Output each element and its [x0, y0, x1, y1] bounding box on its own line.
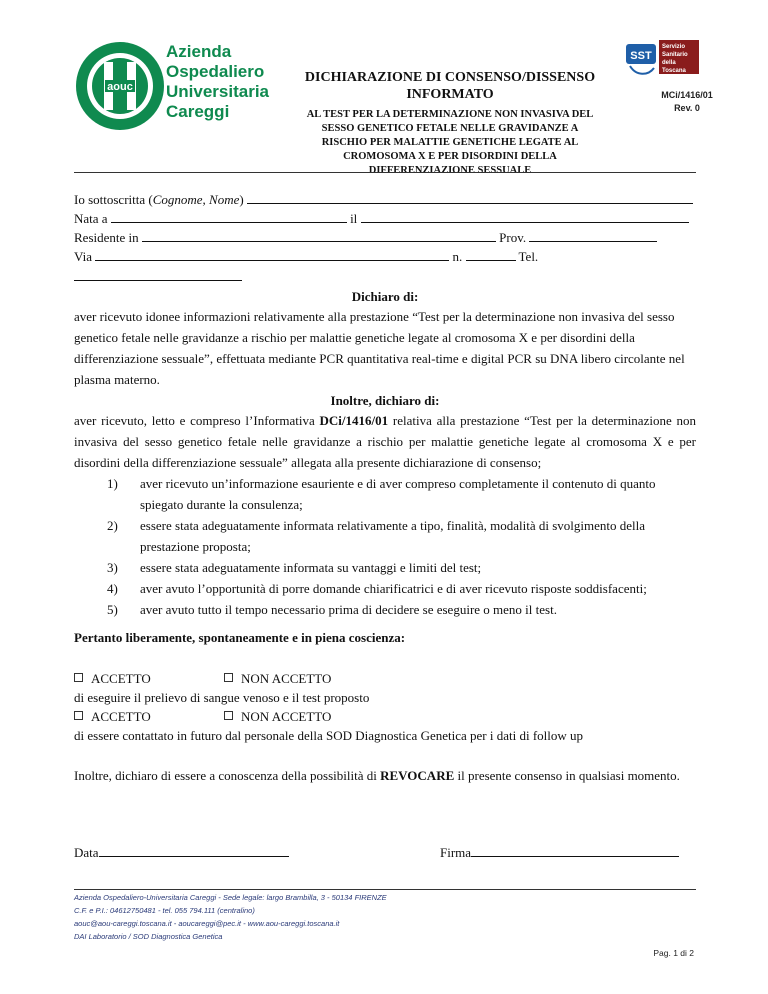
consent1-reject-option[interactable] [224, 669, 331, 689]
consent2-text: di essere contattato in futuro dal personale della SOD Diagnostica Genetica per i dati di follow up [74, 728, 584, 743]
page-number: Pag. 1 di 2 [653, 948, 694, 958]
footer-line-4: DAI Laboratorio / SOD Diagnostica Genetica [74, 932, 223, 941]
number-input-line[interactable] [466, 247, 516, 261]
consent1-accept-option[interactable] [74, 669, 151, 689]
consent1-text: di eseguire il prelievo di sangue venoso e il test proposto [74, 690, 370, 705]
list-item [107, 515, 667, 557]
revoke-keyword: REVOCARE [380, 768, 455, 783]
residence-field-row [74, 228, 696, 248]
title-line-2: INFORMATO [406, 87, 494, 102]
province-input-line[interactable] [529, 228, 657, 242]
item-text: aver avuto tutto il tempo necessario prima di decidere se eseguire o meno il test. [140, 602, 557, 617]
document-title [290, 69, 610, 103]
sst-logo [626, 40, 700, 78]
consent2-accept-option[interactable] [74, 707, 151, 727]
item-text: essere stata adeguatamente informata su vantaggi e limiti del test; [140, 560, 482, 575]
accept-label: ACCETTO [91, 709, 151, 724]
checkbox-icon[interactable] [224, 711, 233, 720]
province-label: Prov. [499, 230, 527, 245]
subtitle-line-4: CROMOSOMA X E PER DISORDINI DELLA [343, 151, 557, 162]
birth-field-row [74, 209, 696, 229]
date-input-line[interactable] [99, 843, 289, 857]
therefore-heading: Pertanto liberamente, spontaneamente e in piena coscienza: [74, 630, 406, 645]
birthplace-input-line[interactable] [111, 209, 347, 223]
list-item [107, 473, 667, 515]
revoke-text-after: il presente consenso in qualsiasi momento. [454, 768, 680, 783]
svg-text:Sanitario: Sanitario [662, 52, 688, 58]
name-field-row [74, 190, 696, 210]
doc-code-value: MCi/1416/01 [661, 90, 713, 100]
svg-text:Servizio: Servizio [662, 44, 686, 50]
signature-label: Firma [440, 845, 472, 860]
org-name-line-3: Universitaria [166, 82, 269, 101]
list-item [107, 557, 667, 578]
signature-input-line[interactable] [471, 843, 679, 857]
born-label: Nata a [74, 211, 108, 226]
footer-divider [74, 889, 696, 890]
header-divider [74, 172, 696, 173]
org-name-line-2: Ospedaliero [166, 62, 265, 81]
checkbox-icon[interactable] [74, 711, 83, 720]
consent2-reject-option[interactable] [224, 707, 331, 727]
footer-line-1: Azienda Ospedaliero-Universitaria Careggi - Sede legale: largo Brambilla, 3 - 50134 FIRENZE [74, 893, 387, 902]
street-input-line[interactable] [95, 247, 449, 261]
residence-input-line[interactable] [142, 228, 496, 242]
birthdate-label: il [350, 211, 358, 226]
revoke-text-before: Inoltre, dichiaro di essere a conoscenza della possibilità di [74, 768, 381, 783]
number-label: n. [452, 249, 463, 264]
org-name-line-1: Azienda [166, 42, 232, 61]
declare-heading: Dichiaro di: [351, 289, 419, 304]
subtitle-line-5: DIFFERENZIAZIONE SESSUALE [368, 165, 532, 176]
signature-field [440, 843, 679, 863]
street-label: Via [74, 249, 92, 264]
item-number: 3) [107, 560, 118, 575]
footer-line-3: aouc@aou-careggi.toscana.it - aoucareggi@pec.it - www.aou-careggi.toscana.it [74, 919, 340, 928]
tel-input-line[interactable] [74, 267, 242, 281]
informativa-code: DCi/1416/01 [319, 413, 389, 428]
footer-line-2: C.F. e P.I.: 04612750481 - tel. 055 794.111 (centralino) [74, 906, 255, 915]
subtitle-line-1: AL TEST PER LA DETERMINAZIONE NON INVASIVA DEL [306, 109, 594, 120]
name-label-prefix: Io sottoscritta ( [74, 192, 153, 207]
declare-paragraph: aver ricevuto idonee informazioni relativamente alla prestazione “Test per la determinazione non invasiva del sesso genetico fetale nelle gravidanze a rischio per malattie genetiche legate al cromosoma X e per disordini della differenziazione sessuale”, effettuata mediante PCR quantitativa real-time e digital PCR su DNA libero circolante nel plasma materno. [74, 309, 685, 387]
date-field [74, 843, 289, 863]
revision-value: Rev. 0 [674, 103, 700, 113]
org-name-line-4: Careggi [166, 102, 230, 121]
item-number: 1) [107, 476, 118, 491]
document-subtitle [284, 108, 616, 178]
name-label-italic: Cognome, Nome [152, 192, 240, 207]
item-number: 4) [107, 581, 118, 596]
checkbox-icon[interactable] [74, 673, 83, 682]
address-field-row [74, 247, 696, 287]
document-code [651, 89, 723, 115]
item-text: aver avuto l’opportunità di porre domande chiarificatrici e di aver ricevuto risposte soddisfacenti; [140, 581, 647, 596]
tel-label: Tel. [518, 249, 539, 264]
accept-label: ACCETTO [91, 671, 151, 686]
reject-label: NON ACCETTO [241, 671, 332, 686]
svg-text:Toscana: Toscana [662, 68, 686, 74]
subtitle-line-2: SESSO GENETICO FETALE NELLE GRAVIDANZE A [321, 123, 579, 134]
birthdate-input-line[interactable] [361, 209, 689, 223]
also-text-after: relativa alla prestazione “Test per la determinazione non invasiva del sesso genetico fetale nelle gravidanze a rischio per malattie genetiche legate al cromosoma X e per disordini della differenziazione sessuale” allegata alla presente dichiarazione di consenso; [74, 413, 696, 470]
item-text: aver ricevuto un’informazione esauriente e di aver compreso completamente il contenuto di quanto spiegato durante la consulenza; [140, 476, 656, 512]
checkbox-icon[interactable] [224, 673, 233, 682]
resident-label: Residente in [74, 230, 139, 245]
list-item [107, 578, 667, 599]
also-paragraph [74, 410, 696, 473]
name-input-line[interactable] [247, 190, 693, 204]
name-label-suffix: ) [239, 192, 244, 207]
declaration-list [107, 473, 667, 620]
also-heading: Inoltre, dichiaro di: [330, 393, 440, 408]
reject-label: NON ACCETTO [241, 709, 332, 724]
list-item [107, 599, 667, 620]
revoke-paragraph [74, 765, 696, 786]
title-line-1: DICHIARAZIONE DI CONSENSO/DISSENSO [304, 70, 596, 85]
aouc-logo [74, 40, 166, 132]
date-label: Data [74, 845, 99, 860]
also-text-before: aver ricevuto, letto e compreso l’Informativa [74, 413, 320, 428]
subtitle-line-3: RISCHIO PER MALATTIE GENETICHE LEGATE AL [321, 137, 579, 148]
svg-text:SST: SST [630, 50, 652, 62]
item-number: 2) [107, 518, 118, 533]
item-number: 5) [107, 602, 118, 617]
svg-text:della: della [662, 60, 676, 66]
svg-text:aouc: aouc [107, 81, 133, 93]
item-text: essere stata adeguatamente informata relativamente a tipo, finalità, modalità di svolgimento della prestazione proposta; [140, 518, 646, 554]
